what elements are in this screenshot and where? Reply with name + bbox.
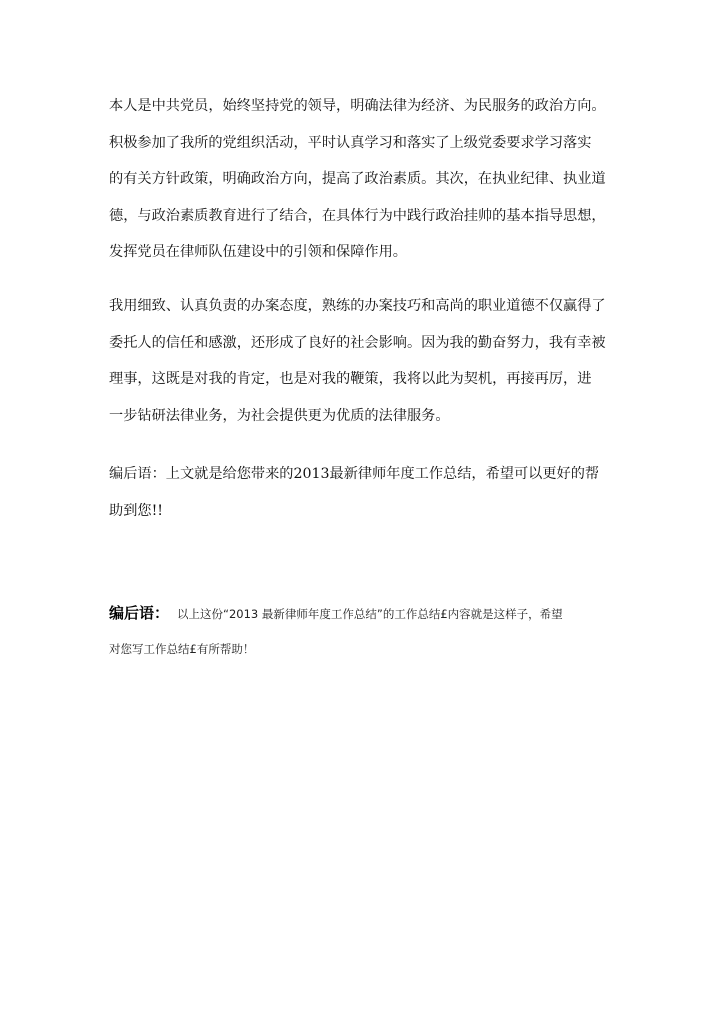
text-line: 本人是中共党员，始终坚持党的领导，明确法律为经济、为民服务的政治方向。 xyxy=(109,98,606,114)
paragraph-postscript xyxy=(109,464,617,537)
text-line: 理事，这既是对我的肯定，也是对我的鞭策，我将以此为契机，再接再厉，进 xyxy=(109,371,592,387)
text-line: 德，与政治素质教育进行了结合，在具体行为中践行政治挂帅的基本指导思想， xyxy=(109,207,606,224)
text-line: 我用细致、认真负责的办案态度，熟练的办案技巧和高尚的职业道德不仅赢得了 xyxy=(109,298,606,314)
paragraph-party-member xyxy=(109,96,617,279)
text-line: 积极参加了我所的党组织活动，平时认真学习和落实了上级党委要求学习落实 xyxy=(109,134,592,151)
text-line: 的有关方针政策，明确政治方向，提高了政治素质。其次，在执业纪律、执业道 xyxy=(109,171,606,187)
editor-note-line-1 xyxy=(109,602,617,638)
editor-note xyxy=(109,602,617,674)
paragraph-case-work xyxy=(109,296,617,442)
editor-note-line-2: 对您写工作总结£有所帮助！ xyxy=(109,642,255,656)
text-line: 助到您!! xyxy=(109,502,163,519)
text-line: 编后语：上文就是给您带来的2013最新律师年度工作总结，希望可以更好的帮 xyxy=(109,466,600,482)
text-line: 委托人的信任和感激，还形成了良好的社会影响。因为我的勤奋努力，我有幸被 xyxy=(109,334,606,351)
editor-note-label: 编后语： xyxy=(109,604,170,622)
text-line: 一步钻研法律业务，为社会提供更为优质的法律服务。 xyxy=(109,407,450,424)
editor-note-text: 以上这份“2013 最新律师年度工作总结”的工作总结£内容就是这样子，希望 xyxy=(177,607,563,621)
text-line: 发挥党员在律师队伍建设中的引领和保障作用。 xyxy=(109,244,407,260)
